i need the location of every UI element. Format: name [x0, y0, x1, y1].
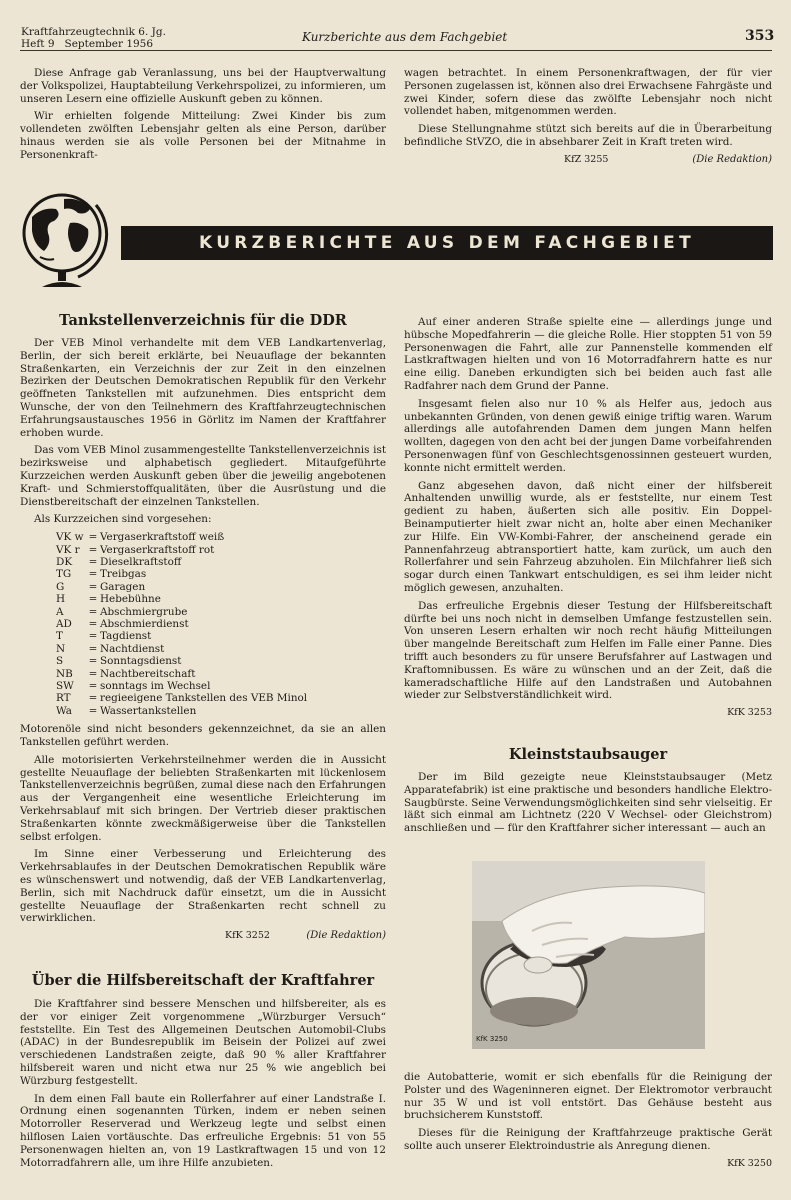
page-number: 353 [745, 28, 775, 44]
abbreviation-row [56, 643, 307, 655]
abbreviation-equals: = [88, 543, 98, 556]
abbreviation-equals: = [88, 667, 98, 680]
abbreviation-equals: = [88, 692, 98, 705]
abbreviation-equals: = [88, 580, 98, 593]
article-paragraph: Dieses für die Reinigung der Kraftfahrzeuge praktische Gerät sollte auch unserer Elektroindustrie als Anregung dienen. [404, 1127, 772, 1152]
abbreviation-row [56, 630, 307, 642]
article-hilfsbereitschaft-left [20, 998, 386, 1174]
abbreviation-code: T [56, 630, 63, 643]
abbreviation-equals: = [88, 680, 98, 693]
article-staubsauger-bottom [404, 1071, 772, 1171]
abbreviation-meaning: Sonntagsdienst [100, 655, 182, 668]
article-paragraph: die Autobatterie, womit er sich ebenfalls für die Reinigung der Polster und des Wageninneren eignet. Der Elektromotor verbraucht nur 35 W und ist voll entstört. Das Gehäuse besteht aus bruchsicherem Kunststoff. [404, 1071, 772, 1122]
article-code: KfK 3250 [727, 1157, 772, 1169]
abbreviation-meaning: Hebebühne [100, 593, 161, 606]
abbreviation-code: VK w [56, 531, 84, 544]
abbreviation-meaning: Dieselkraftstoff [100, 555, 182, 568]
letter-paragraph: Diese Anfrage gab Veranlassung, uns bei der Hauptverwaltung der Volkspolizei, Hauptabteilung Verkehrspolizei, zu informieren, um unseren Lesern eine offizielle Auskunft geben zu können. [20, 67, 386, 105]
abbreviation-row [56, 668, 307, 680]
article-paragraph: Motorenöle sind nicht besonders gekennzeichnet, da sie an allen Tankstellen geführt werden. [20, 723, 386, 749]
section-banner-title: KURZBERICHTE AUS DEM FACHGEBIET [199, 233, 695, 253]
letter-left-column [20, 67, 386, 167]
article-title: Tankstellenverzeichnis für die DDR [59, 312, 347, 329]
abbreviation-row [56, 606, 307, 618]
article-title: Über die Hilfsbereitschaft der Kraftfahrer [31, 972, 375, 989]
abbreviation-equals: = [88, 630, 98, 643]
abbreviation-code: AD [56, 618, 72, 630]
abbreviation-row [56, 692, 307, 704]
article-paragraph: Der im Bild gezeigte neue Kleinststaubsauger (Metz Apparatefabrik) ist eine praktische und besonders handliche Elektro-Saugbürste. Seine Verwendungsmöglichkeiten sind sehr vielseitig. Er läßt sich einmal am Lichtnetz (220 V Wechsel- oder Gleichstrom) anschließen und — für den Kraftfahrer sicher interessant — auch an [404, 771, 772, 835]
abbreviation-equals: = [88, 605, 98, 618]
article-hilfsbereitschaft-right [404, 316, 772, 720]
article-paragraph: Im Sinne einer Verbesserung und Erleichterung des Verkehrsablaufes in der Deutschen Demokratischen Republik wäre es wünschenswert und notwendig, daß der VEB Landkartenverlag, Berlin, sich mit Nachdruck dafür einsetzt, um die in Aussicht gestellte Neuauflage der Straßenkarten recht schnell zu verwirklichen. [20, 848, 386, 925]
abbreviation-equals: = [88, 655, 98, 668]
letter-right-column [404, 67, 772, 167]
abbreviation-row [56, 680, 307, 692]
article-staubsauger-top [404, 771, 772, 840]
abbreviation-equals: = [88, 555, 98, 568]
letter-paragraph: Wir erhielten folgende Mitteilung: Zwei Kinder bis zum vollendeten zwölften Lebensjahr gelten als eine Person, darüber hinaus werden sie als volle Personen bei der Mitnahme in Personenkraft- [20, 110, 386, 161]
abbreviation-code: TG [56, 568, 72, 581]
abbreviation-code: S [56, 655, 64, 668]
abbreviation-equals: = [88, 618, 98, 630]
article-signature [20, 930, 386, 943]
abbreviation-equals: = [88, 704, 98, 717]
abbreviation-equals: = [88, 642, 98, 655]
header-journal: Kraftfahrzeugtechnik 6. Jg. [21, 26, 166, 38]
article-paragraph: Alle motorisierten Verkehrsteilnehmer werden die in Aussicht gestellte Neuauflage der beliebten Straßenkarten mit lückenlosem Tankstellenverzeichnis begrüßen, zumal diese nach den Erfahrungen aus der Vergangenheit eine wesentliche Erleichterung im Verkehrsablauf mit sich bringen. Der Vertrieb dieser praktischen Straßenkarten könnte zweckmäßigerweise über die Tankstellen selbst erfolgen. [20, 753, 386, 843]
abbreviation-meaning: regieeigene Tankstellen des VEB Minol [100, 692, 308, 705]
abbreviation-meaning: Wassertankstellen [100, 704, 197, 717]
letter-signature [404, 154, 772, 167]
abbreviation-meaning: Abschmierdienst [100, 618, 189, 630]
abbreviation-meaning: Nachtbereitschaft [100, 667, 196, 680]
abbreviation-equals: = [88, 568, 98, 581]
abbreviation-meaning: Vergaserkraftstoff weiß [100, 531, 225, 544]
abbreviation-equals: = [88, 531, 98, 544]
abbreviation-meaning: Abschmiergrube [100, 605, 188, 618]
section-banner [121, 226, 773, 260]
globe-icon [18, 183, 114, 293]
abbreviation-code: VK r [56, 543, 80, 556]
abbreviation-code: RT [56, 692, 71, 705]
article-paragraph: In dem einen Fall baute ein Rollerfahrer auf einer Landstraße I. Ordnung einen sogenannten Türken, indem er neben seinen Motorroller Reserverad und Werkzeug legte und selbst einen hilflosen Laien vortäuschte. Das erfreuliche Ergebnis: 51 von 55 Personenwagen hielten an, von 19 Lastkraftwagen 15 und von 12 Motorradfahrern alle, um ihre Hilfe anzubieten. [20, 1092, 386, 1169]
abbreviation-meaning: Garagen [100, 580, 146, 593]
abbreviation-row [56, 531, 307, 543]
header-issue: Heft 9 [21, 38, 55, 50]
article-paragraph: Die Kraftfahrer sind bessere Menschen und hilfsbereiter, als es der vor einiger Zeit vorgenommene „Würzburger Versuch“ feststellte. Ein Test des Allgemeinen Deutschen Automobil-Clubs (ADAC) in der Bundesrepublik im Beisein der Polizei auf zwei verschiedenen Landstraßen zeigte, daß 90 % aller Kraftfahrer hilfsbereit waren und nicht etwa nur 25 % wie angeblich bei Würzburg festgestellt. [20, 998, 386, 1087]
abbreviation-table [56, 531, 307, 717]
header-rule [20, 50, 772, 51]
article-paragraph: Das erfreuliche Ergebnis dieser Testung der Hilfsbereitschaft dürfte bei uns noch nicht in demselben Umfange festzustellen sein. Von unseren Lesern erhalten wir noch recht häufig Mitteilungen über mangelnde Bereitschaft zum Helfen im Falle einer Panne. Dies trifft auch besonders zu für unsere Berufsfahrer auf Lastwagen und Kraftomnibussen. Es wäre zu wünschen und an der Zeit, daß die kameradschaftliche Hilfe auf den Landstraßen und Autobahnen wieder zur Selbstverständlichkeit wird. [404, 599, 772, 702]
abbreviation-code: NB [56, 667, 73, 680]
abbreviation-meaning: sonntags im Wechsel [100, 680, 211, 693]
abbreviation-code: H [56, 593, 66, 606]
abbreviation-row [56, 618, 307, 630]
abbreviation-row [56, 705, 307, 717]
article-paragraph: Auf einer anderen Straße spielte eine — allerdings junge und hübsche Mopedfahrerin — die gleiche Rolle. Hier stoppten 51 von 59 Personenwagen die Fahrt, alle zur Pannenstelle kommenden elf Lastkraftwagen hielten und von 16 Motorradfahrern hatte es nur eine eilig. Daneben erkundigten sich bei beiden auch fast alle Radfahrer nach dem Grund der Panne. [404, 316, 772, 392]
article-signature [404, 1158, 772, 1171]
abbreviation-code: DK [56, 555, 73, 568]
article-paragraph: Der VEB Minol verhandelte mit dem VEB Landkartenverlag, Berlin, der sich bereit erklärte, bei Neuauflage der bekannten Straßenkarten, ein Verzeichnis der zur Zeit in den einzelnen Bezirken der Deutschen Demokratischen Republik für den Verkehr geöffneten Tankstellen mit aufzunehmen. Dies entspricht dem Wunsche, der von den Teilnehmern des Kraftfahrzeugtechnischen Erfahrungsaustausches 1956 in Görlitz im Namen der Kraftfahrer erhoben wurde. [20, 337, 386, 439]
header-date: September 1956 [64, 38, 154, 50]
letter-code: KfZ 3255 [564, 153, 609, 165]
letter-paragraph: wagen betrachtet. In einem Personenkraftwagen, der für vier Personen zugelassen ist, können also drei Erwachsene Fahrgäste und zwei Kinder, sofern diese das zwölfte Lebensjahr noch nicht vollendet haben, mitgenommen werden. [404, 67, 772, 118]
article-title: Kleinststaubsauger [508, 746, 668, 763]
article-code: KfK 3252 [225, 930, 270, 942]
article-signature [404, 707, 772, 720]
abbreviation-row [56, 593, 307, 605]
abbreviation-meaning: Tagdienst [100, 630, 152, 643]
abbreviation-row [56, 655, 307, 667]
letter-paragraph: Diese Stellungnahme stützt sich bereits auf die in Überarbeitung befindliche StVZO, die in absehbarer Zeit in Kraft treten wird. [404, 123, 772, 148]
letter-credit: (Die Redaktion) [692, 153, 772, 165]
header-issue-line [21, 38, 166, 50]
article-code: KfK 3253 [727, 707, 772, 719]
abbreviation-equals: = [88, 593, 98, 606]
abbreviation-code: N [56, 642, 66, 655]
abbreviation-row [56, 556, 307, 568]
header-section: Kurzberichte aus dem Fachgebiet [302, 30, 508, 44]
article-tankstellen-column [20, 337, 386, 943]
abbreviation-meaning: Treibgas [100, 568, 147, 581]
abbreviation-meaning: Vergaserkraftstoff rot [100, 543, 215, 556]
abbreviation-row [56, 568, 307, 580]
abbreviation-code: A [56, 605, 64, 618]
vacuum-cleaner-illustration [472, 861, 705, 1049]
abbreviation-row [56, 544, 307, 556]
abbreviation-intro: Als Kurzzeichen sind vorgesehen: [34, 513, 212, 526]
abbreviation-row [56, 581, 307, 593]
article-credit: (Die Redaktion) [306, 930, 386, 942]
article-paragraph: Insgesamt fielen also nur 10 % als Helfer aus, jedoch aus unbekannten Gründen, von denen gewiß einige triftig waren. Warum allerdings alle autofahrenden Damen dem jungen Mann helfen wollten, dagegen von den acht bei der jungen Dame vorbeifahrenden Personenwagen fünf von Geschlechtsgenossinnen gesteuert wurden, konnte nicht ermittelt werden. [404, 397, 772, 474]
abbreviation-code: SW [56, 680, 74, 693]
article-paragraph: Das vom VEB Minol zusammengestellte Tankstellenverzeichnis ist bezirksweise und alphabetisch gegliedert. Mitaufgeführte Kurzzeichen werden Auskunft geben über die jeweilig angebotenen Kraft- und Schmierstoffqualitäten, über die Ausrüstung und die Dienstbereitschaft der einzelnen Tankstellen. [20, 444, 386, 508]
article-paragraph: Ganz abgesehen davon, daß nicht einer der hilfsbereit Anhaltenden unwillig wurde, als er feststellte, nur einem Test gedient zu haben, äußerten sich alle positiv. Ein Doppel-Beinamputierter hielt zwar nicht an, holte aber einen Mechaniker zur Hilfe. Ein VW-Kombi-Fahrer, der anscheinend gerade ein Pannenfahrzeug abtransportiert hatte, kam zurück, um auch den Rollerfahrer und sein Fahrzeug abzuholen. Ein Milchfahrer ließ sich sogar durch einen Tankwart entschuldigen, es sei ihm leider nicht möglich gewesen, anzuhalten. [404, 479, 772, 594]
abbreviation-code: G [56, 580, 65, 593]
vacuum-cleaner-photo [472, 861, 705, 1049]
abbreviation-code: Wa [56, 704, 72, 717]
photo-label: KfK 3250 [476, 1035, 508, 1043]
abbreviation-meaning: Nachtdienst [100, 642, 165, 655]
header-journal-block [21, 26, 166, 50]
